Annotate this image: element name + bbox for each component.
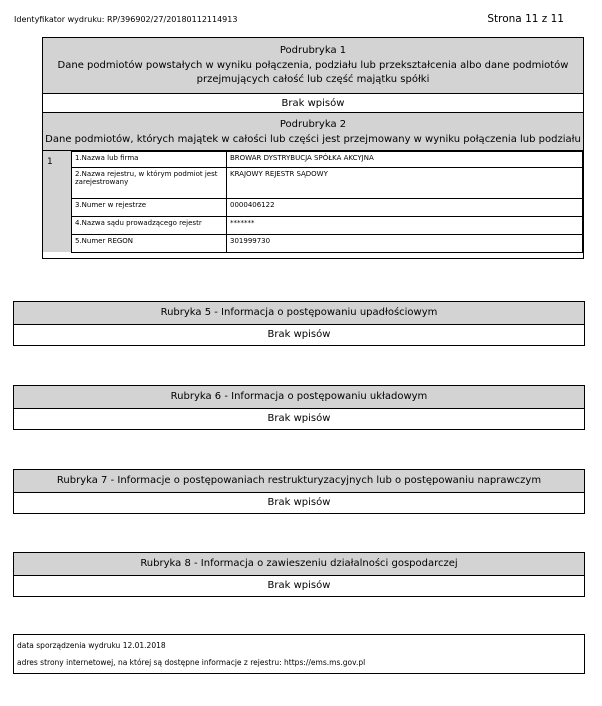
podrubryka-block bbox=[42, 37, 584, 259]
field-label: 5.Numer REGON bbox=[72, 235, 227, 253]
print-date: data sporządzenia wydruku 12.01.2018 bbox=[17, 641, 166, 650]
rubryka-7-section bbox=[13, 469, 585, 514]
rubryka-8-title: Rubryka 8 - Informacja o zawieszeniu działalności gospodarczej bbox=[14, 553, 584, 576]
podrubryka-1-desc-line1: Dane podmiotów powstałych w wyniku połączenia, podziału lub przekształcenia albo dane podmiotów bbox=[57, 59, 569, 71]
rubryka-8-section bbox=[13, 552, 585, 597]
rubryka-5-empty: Brak wpisów bbox=[14, 325, 584, 345]
rubryka-5-title: Rubryka 5 - Informacja o postępowaniu upadłościowym bbox=[14, 302, 584, 325]
print-footer bbox=[13, 634, 585, 674]
field-value: ******* bbox=[227, 217, 583, 235]
table-row bbox=[72, 152, 583, 168]
table-row bbox=[72, 217, 583, 235]
table-row bbox=[72, 199, 583, 217]
rubryka-6-empty: Brak wpisów bbox=[14, 409, 584, 429]
rubryka-7-empty: Brak wpisów bbox=[14, 493, 584, 513]
podrubryka-2-header bbox=[43, 113, 583, 151]
podrubryka-2-desc: Dane podmiotów, których majątek w całości lub części jest przejmowany w wyniku połączenia lub podziału bbox=[45, 133, 581, 145]
field-value: KRAJOWY REJESTR SĄDOWY bbox=[227, 168, 583, 199]
field-label: 1.Nazwa lub firma bbox=[72, 152, 227, 168]
rubryka-5-section bbox=[13, 301, 585, 346]
entry-number: 1 bbox=[43, 151, 71, 252]
rubryka-6-title: Rubryka 6 - Informacja o postępowaniu układowym bbox=[14, 386, 584, 409]
field-label: 3.Numer w rejestrze bbox=[72, 199, 227, 217]
rubryka-7-title: Rubryka 7 - Informacje o postępowaniach restrukturyzacyjnych lub o postępowaniu naprawczym bbox=[14, 470, 584, 493]
podrubryka-1-header bbox=[43, 38, 583, 93]
podrubryka-1-title: Podrubryka 1 bbox=[279, 45, 347, 56]
table-row bbox=[72, 168, 583, 199]
registry-address: adres strony internetowej, na której są dostępne informacje z rejestru: https://ems.ms.gov.pl bbox=[17, 658, 366, 667]
field-value: 0000406122 bbox=[227, 199, 583, 217]
field-label: 4.Nazwa sądu prowadzącego rejestr bbox=[72, 217, 227, 235]
field-value: BROWAR DYSTRYBUCJA SPÓŁKA AKCYJNA bbox=[227, 152, 583, 168]
podrubryka-1-desc-line2: przejmujących całość lub część majątku spółki bbox=[196, 74, 430, 85]
podrubryka-2-title: Podrubryka 2 bbox=[279, 119, 347, 130]
entity-table bbox=[71, 151, 583, 253]
rubryka-6-section bbox=[13, 385, 585, 430]
field-value: 301999730 bbox=[227, 235, 583, 253]
page-number: Strona 11 z 11 bbox=[487, 13, 564, 25]
table-row bbox=[72, 235, 583, 253]
field-label: 2.Nazwa rejestru, w którym podmiot jest zarejestrowany bbox=[72, 168, 227, 199]
rubryka-8-empty: Brak wpisów bbox=[14, 576, 584, 596]
print-identifier: Identyfikator wydruku: RP/396902/27/20180112114913 bbox=[14, 15, 238, 24]
podrubryka-1-empty: Brak wpisów bbox=[43, 93, 583, 113]
